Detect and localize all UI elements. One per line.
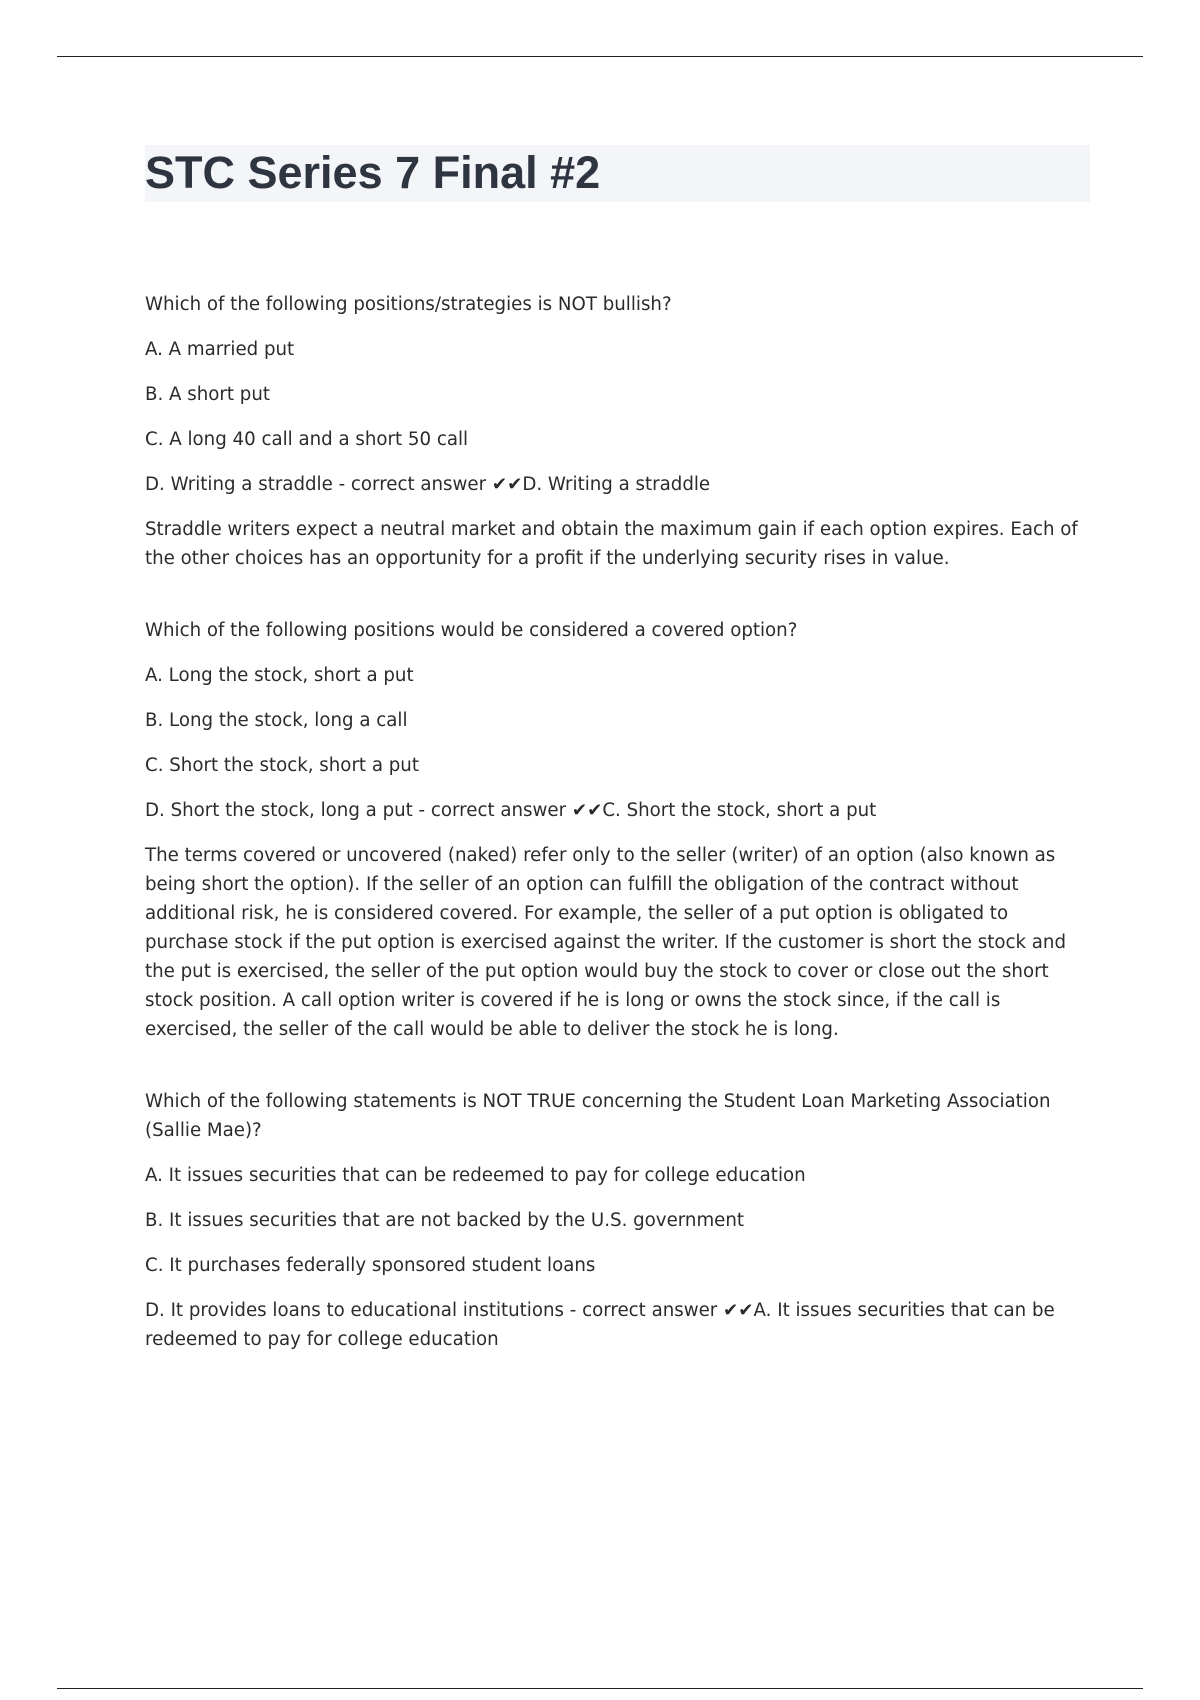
answer-explanation: The terms covered or uncovered (naked) refer only to the seller (writer) of an option (also known as being short the option). If the seller of an option can fulfill the obligation of the contract without additional risk, he is considered covered. For example, the seller of a put option is obligated to purchase stock if the put option is exercised against the writer. If the customer is short the stock and the put is exercised, the seller of the put option would buy the stock to cover or close out the short stock position. A call option writer is covered if he is long or owns the stock since, if the call is exercised, the seller of the call would be able to deliver the stock he is long. <box>145 845 1067 1040</box>
question-text: Which of the following positions would be considered a covered option? <box>145 620 798 641</box>
page-title: STC Series 7 Final #2 <box>145 147 601 198</box>
answer-option-d: D. Writing a straddle - correct answer ✔✔D. Writing a straddle <box>145 474 711 495</box>
question-block-1 <box>145 290 1093 573</box>
document-body <box>145 290 1093 1370</box>
answer-explanation: Straddle writers expect a neutral market and obtain the maximum gain if each option expires. Each of the other choices has an opportunity for a profit if the underlying security rises in value. <box>145 519 1078 569</box>
answer-option-b: B. It issues securities that are not backed by the U.S. government <box>145 1210 745 1231</box>
answer-option-c: C. Short the stock, short a put <box>145 755 419 776</box>
question-block-2 <box>145 616 1093 1044</box>
answer-option-c: C. A long 40 call and a short 50 call <box>145 429 469 450</box>
answer-option-b: B. Long the stock, long a call <box>145 710 408 731</box>
top-rule <box>57 56 1143 57</box>
bottom-rule <box>57 1688 1143 1689</box>
answer-option-b: B. A short put <box>145 384 270 405</box>
answer-option-a: A. A married put <box>145 339 295 360</box>
question-text: Which of the following positions/strategies is NOT bullish? <box>145 294 672 315</box>
answer-option-a: A. Long the stock, short a put <box>145 665 414 686</box>
answer-option-c: C. It purchases federally sponsored student loans <box>145 1255 596 1276</box>
answer-option-d: D. Short the stock, long a put - correct answer ✔✔C. Short the stock, short a put <box>145 800 877 821</box>
answer-option-d: D. It provides loans to educational institutions - correct answer ✔✔A. It issues securities that can be redeemed to pay for college education <box>145 1300 1055 1350</box>
question-text: Which of the following statements is NOT TRUE concerning the Student Loan Marketing Association (Sallie Mae)? <box>145 1091 1051 1141</box>
question-block-3 <box>145 1087 1093 1354</box>
answer-option-a: A. It issues securities that can be redeemed to pay for college education <box>145 1165 806 1186</box>
